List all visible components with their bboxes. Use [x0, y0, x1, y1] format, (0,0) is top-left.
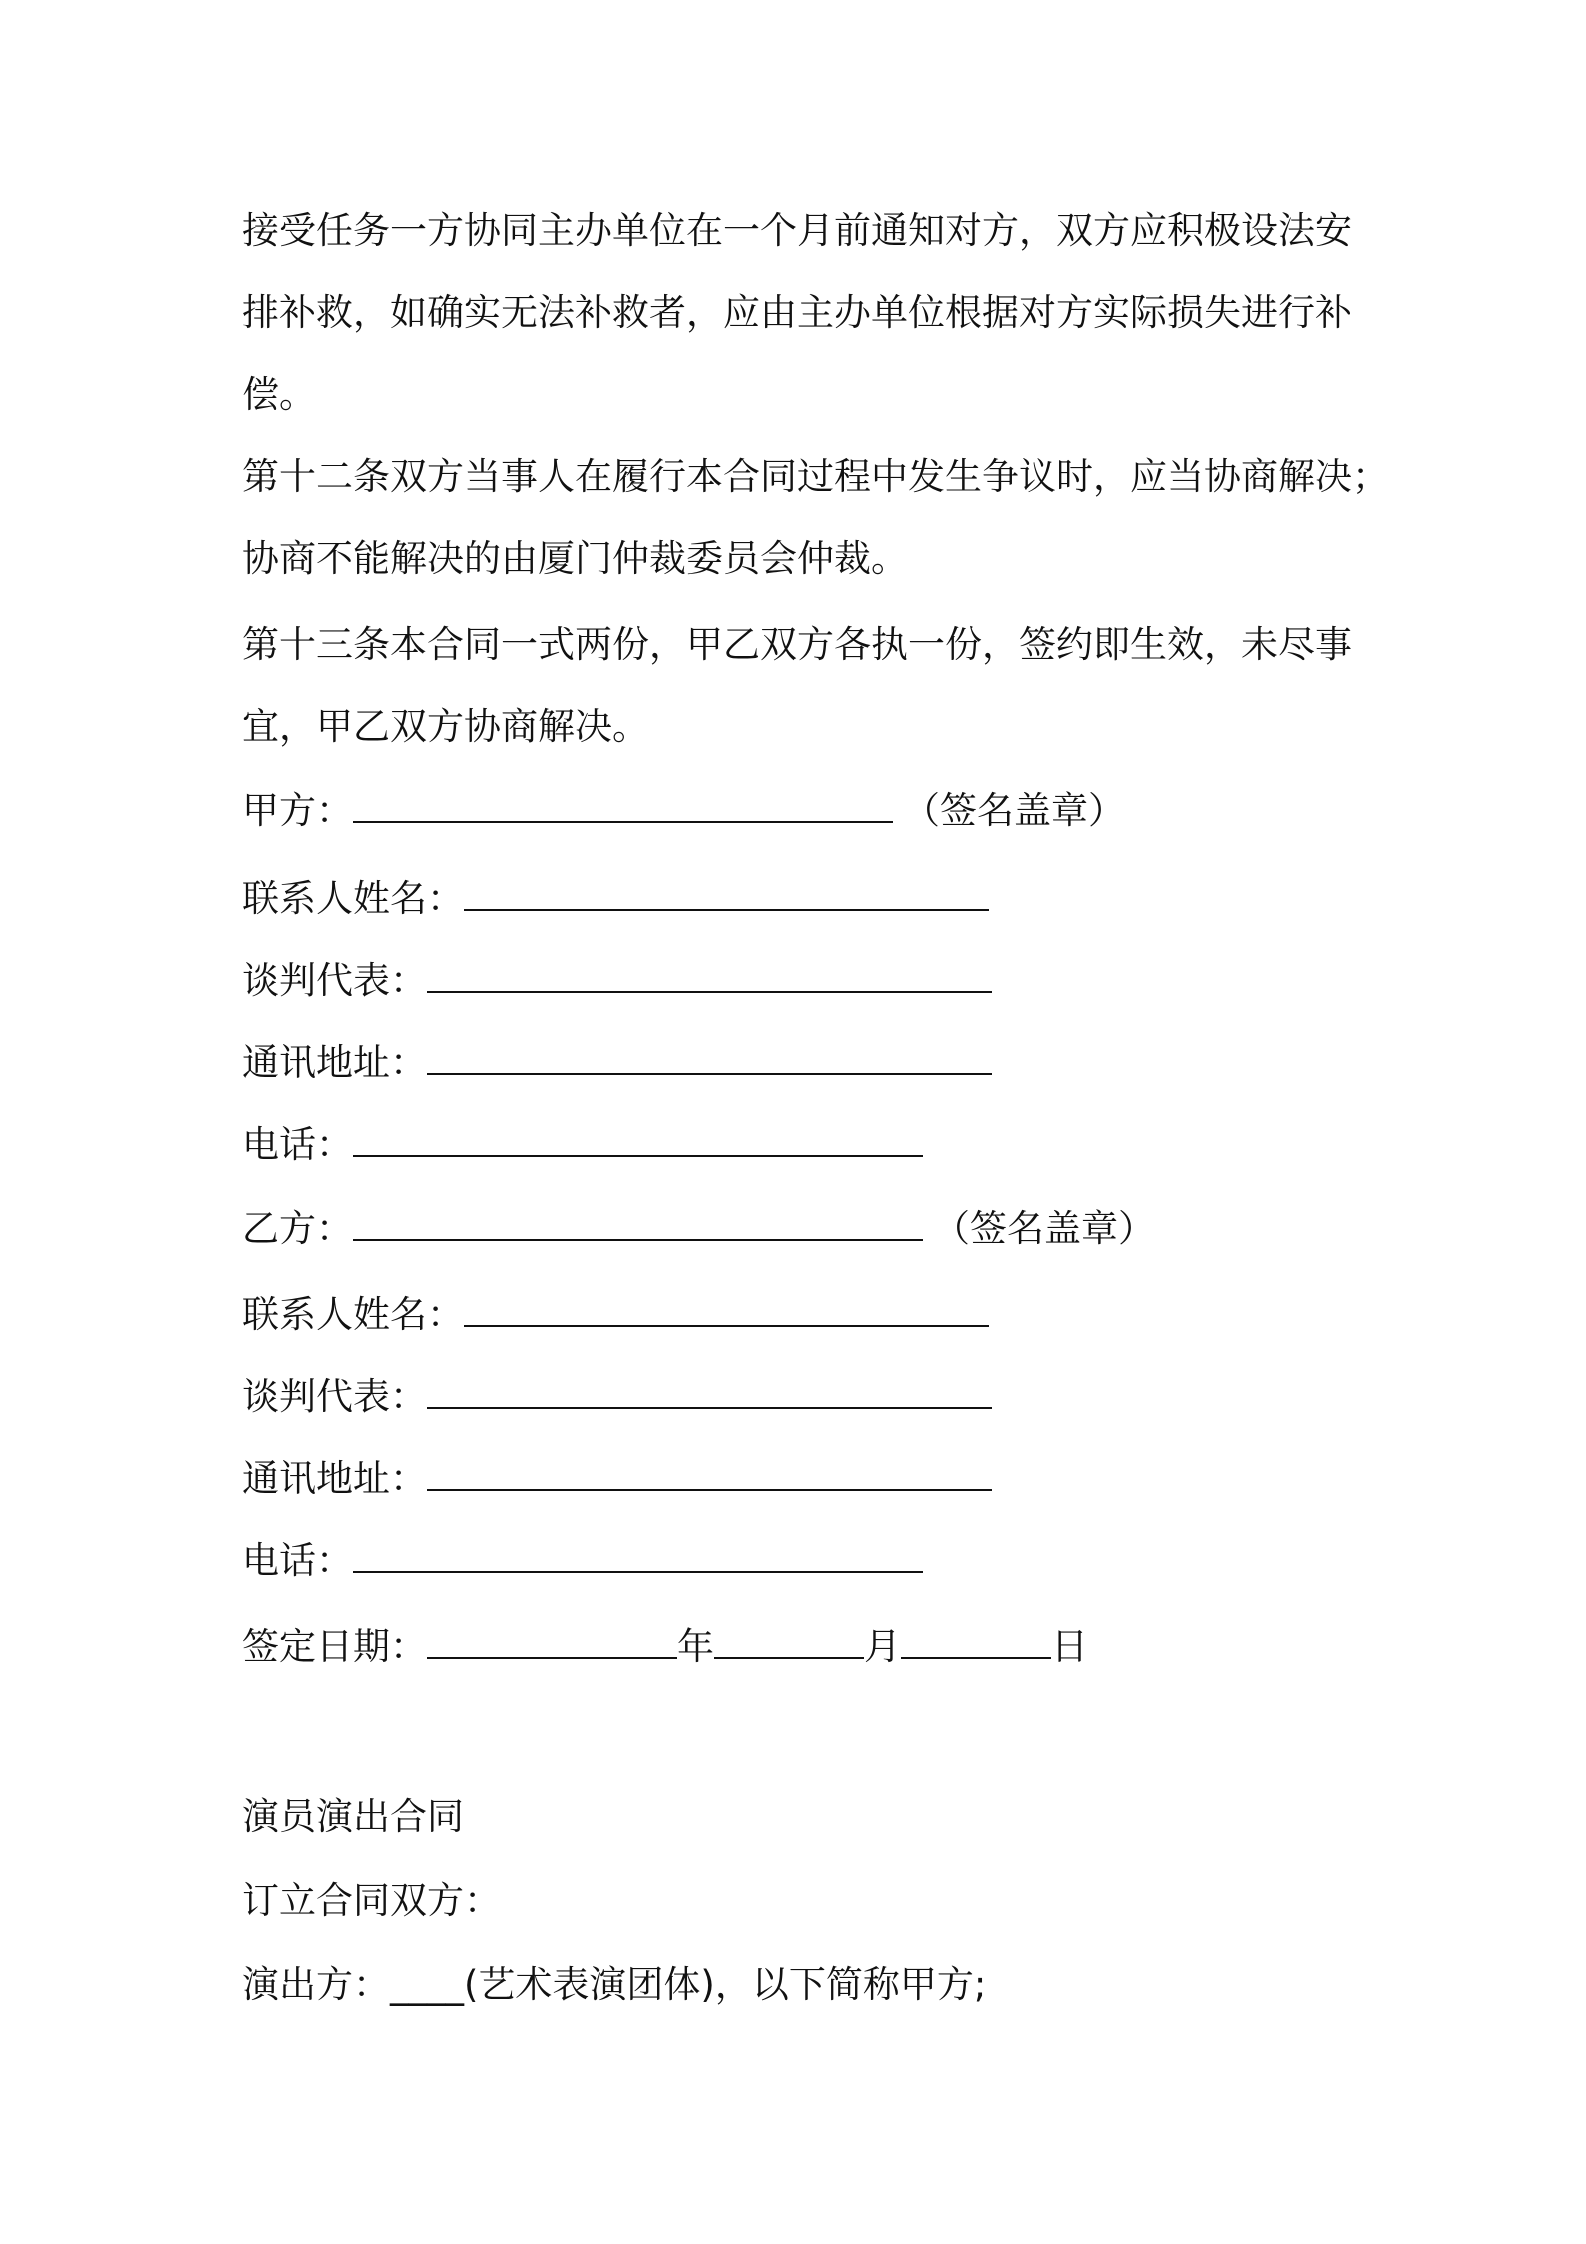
party-a-phone-row — [242, 1120, 923, 1170]
party-a-rep-row — [242, 956, 992, 1006]
party-b-address-row — [242, 1454, 992, 1504]
party-b-phone-field[interactable] — [353, 1537, 923, 1573]
party-a-row — [242, 786, 1125, 836]
parties-intro: 订立合同双方： — [242, 1879, 501, 1922]
date-year-unit: 年 — [677, 1625, 714, 1668]
paragraph-line: 第十二条双方当事人在履行本合同过程中发生争议时，应当协商解决； — [242, 455, 1389, 498]
paragraph-line: 偿。 — [242, 373, 316, 416]
party-b-row — [242, 1204, 1155, 1254]
party-a-seal-note: （签名盖章） — [903, 789, 1125, 832]
party-a-label: 甲方： — [242, 789, 353, 832]
party-a-phone-label: 电话： — [242, 1123, 353, 1166]
paragraph-line: 排补救，如确实无法补救者，应由主办单位根据对方实际损失进行补 — [242, 291, 1352, 334]
party-b-address-label: 通讯地址： — [242, 1457, 427, 1500]
party-a-address-field[interactable] — [427, 1039, 992, 1075]
party-b-rep-label: 谈判代表： — [242, 1375, 427, 1418]
party-b-signature-field[interactable] — [353, 1205, 923, 1241]
date-day-field[interactable] — [901, 1623, 1051, 1659]
party-a-rep-field[interactable] — [427, 957, 992, 993]
signing-date-label: 签定日期： — [242, 1625, 427, 1668]
party-b-contact-field[interactable] — [464, 1291, 989, 1327]
paragraph-line: 协商不能解决的由厦门仲裁委员会仲裁。 — [242, 537, 908, 580]
party-b-contact-label: 联系人姓名： — [242, 1293, 464, 1336]
second-contract-title: 演员演出合同 — [242, 1795, 464, 1838]
performer-blank: ____ — [390, 1963, 464, 2006]
party-a-address-row — [242, 1038, 992, 1088]
signing-date-row — [242, 1622, 1088, 1672]
party-b-phone-label: 电话： — [242, 1539, 353, 1582]
date-month-field[interactable] — [714, 1623, 864, 1659]
party-a-rep-label: 谈判代表： — [242, 959, 427, 1002]
party-a-contact-row — [242, 874, 989, 924]
date-year-field[interactable] — [427, 1623, 677, 1659]
performer-row — [242, 1960, 986, 2010]
party-a-phone-field[interactable] — [353, 1121, 923, 1157]
party-b-rep-field[interactable] — [427, 1373, 992, 1409]
party-a-contact-label: 联系人姓名： — [242, 877, 464, 920]
date-day-unit: 日 — [1051, 1625, 1088, 1668]
party-b-label: 乙方： — [242, 1207, 353, 1250]
paragraph-line: 接受任务一方协同主办单位在一个月前通知对方，双方应积极设法安 — [242, 209, 1352, 252]
party-b-contact-row — [242, 1290, 989, 1340]
party-b-address-field[interactable] — [427, 1455, 992, 1491]
party-b-seal-note: （签名盖章） — [933, 1207, 1155, 1250]
performer-label: 演出方： — [242, 1963, 390, 2006]
party-b-phone-row — [242, 1536, 923, 1586]
party-a-address-label: 通讯地址： — [242, 1041, 427, 1084]
date-month-unit: 月 — [864, 1625, 901, 1668]
performer-text: (艺术表演团体)，以下简称甲方; — [464, 1963, 987, 2006]
paragraph-line: 宜，甲乙双方协商解决。 — [242, 705, 649, 748]
party-b-rep-row — [242, 1372, 992, 1422]
party-a-contact-field[interactable] — [464, 875, 989, 911]
party-a-signature-field[interactable] — [353, 787, 893, 823]
paragraph-line: 第十三条本合同一式两份，甲乙双方各执一份，签约即生效，未尽事 — [242, 623, 1352, 666]
